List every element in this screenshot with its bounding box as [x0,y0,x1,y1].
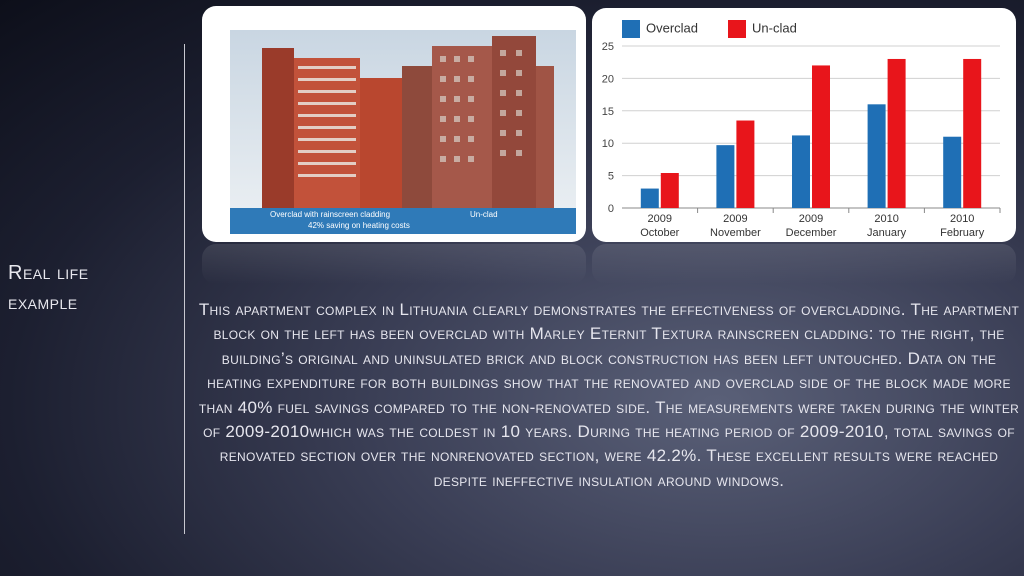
bar-overclad [868,104,886,208]
y-tick-label: 15 [601,105,614,118]
y-tick-label: 0 [607,203,614,215]
x-tick-label-month: November [710,227,761,239]
photo-reflection [202,244,586,284]
x-tick-label-year: 2010 [949,213,975,225]
x-tick-label-month: October [640,227,680,239]
caption-unclad: Un-clad [470,210,498,219]
bar-unclad [661,173,679,208]
bar-unclad [736,121,754,208]
caption-overclad: Overclad with rainscreen cladding [270,210,391,219]
bar-unclad [888,59,906,208]
chart-plot [592,8,1016,242]
x-tick-label-month: January [867,227,907,239]
y-tick-label: 5 [607,170,614,183]
x-tick-label-month: February [940,227,985,239]
bar-unclad [812,65,830,208]
x-tick-label-year: 2009 [798,213,824,225]
chart-reflection [592,244,1016,284]
slide-title [8,258,168,318]
x-tick-label-year: 2009 [723,213,748,225]
heating-chart [592,8,1016,242]
y-tick-label: 20 [601,73,614,86]
caption-saving: 42% saving on heating costs [308,221,410,230]
description-paragraph: This apartment complex in Lithuania clearly demonstrates the effectiveness of overcladding. The apartment block on the left has been overclad with Marley Eternit Textura rainscreen cladding: to the right, the building’s original and uninsulated brick and block construction has been left untouched. Data on the heating expenditure for both buildings show that the renovated and overclad side of the block made more than 40% fuel savings compared to the non-renovated side. The measurements were taken during the winter of 2009-2010which was the coldest in 10 years. During the heating period of 2009-2010, total savings of renovated section over the nonrenovated section, were 42.2%. These excellent results were reached despite ineffective insulation around windows. [198,300,1020,490]
legend-label-unclad: Un-clad [752,20,797,36]
legend-label-overclad: Overclad [646,20,699,36]
bar-overclad [943,137,961,208]
slide-title-line2: example [8,292,78,314]
bar-unclad [963,59,981,208]
y-tick-label: 10 [601,138,614,151]
x-tick-label-year: 2010 [874,213,899,225]
building-illustration [202,6,586,242]
building-photo [202,6,586,242]
bar-overclad [792,135,810,208]
photo-caption [230,208,576,234]
bar-overclad [716,145,734,208]
slide-title-line1: Real life [8,262,89,284]
x-tick-label-year: 2009 [647,213,673,225]
x-tick-label-month: December [785,227,837,239]
y-tick-label: 25 [601,41,614,53]
bar-overclad [641,189,659,208]
vertical-divider [184,44,185,534]
